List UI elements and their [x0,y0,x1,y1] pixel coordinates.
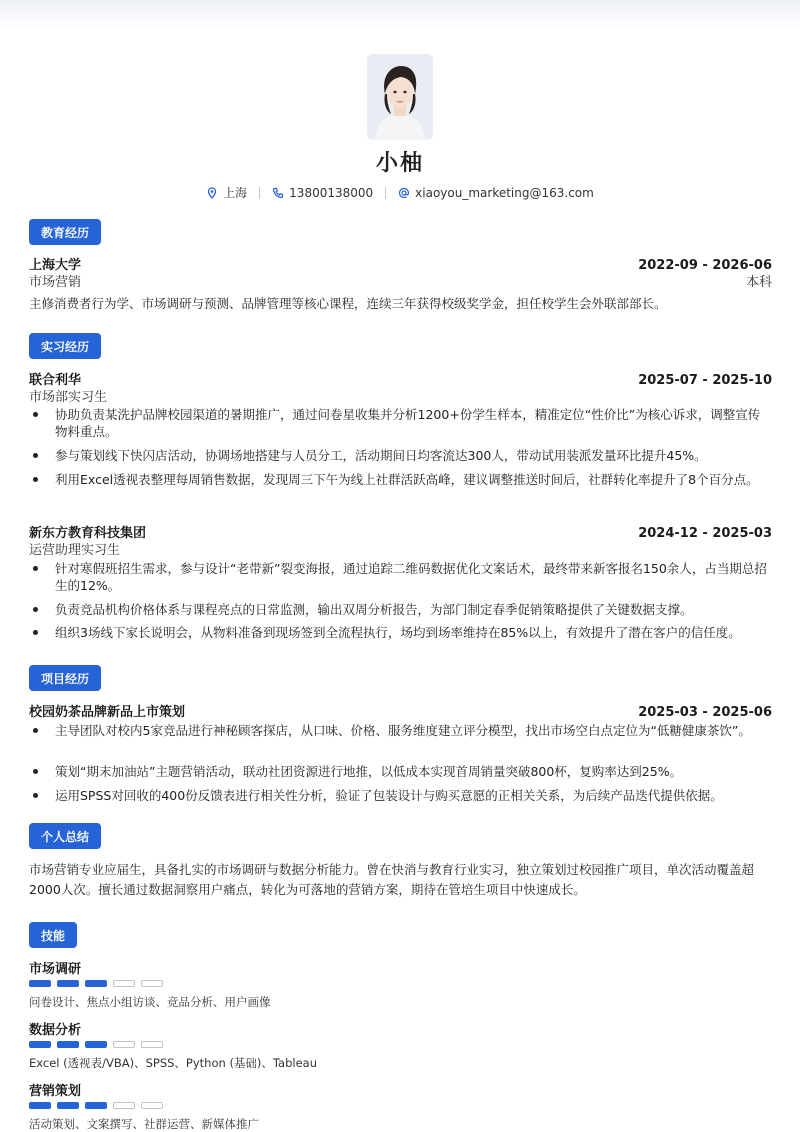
skill-description: Excel (透视表/VBA)、SPSS、Python (基础)、Tableau [29,1056,317,1070]
skill-level-bars [29,980,163,987]
job-role: 市场部实习生 [29,390,108,405]
skill-description: 活动策划、文案撰写、社群运营、新媒体推广 [29,1117,259,1131]
skill-name: 营销策划 [29,1084,82,1099]
section-education-badge: 教育经历 [29,219,101,245]
skill-level-bars [29,1102,163,1109]
job-role-row [29,386,772,405]
summary-text: 市场营销专业应届生，具备扎实的市场调研与数据分析能力。曾在快消与教育行业实习，独立策划过校园推广项目，单次活动覆盖超2000人次。擅长通过数据洞察用户痛点，转化为可落地的营销方案，期待在管培生项目中快速成长。 [29,862,755,897]
skill-level-filled [85,980,107,987]
skill-level-filled [29,1041,51,1048]
skill-level-empty [141,1102,163,1109]
project-bullet: 运用SPSS对回收的400份反馈表进行相关性分析，验证了包装设计与购买意愿的正相关关系，为后续产品迭代提供依据。 [29,787,772,804]
section-skills-badge: 技能 [29,922,77,948]
skill-level-filled [57,980,79,987]
project-header-row [29,701,772,720]
skill-level-bars [29,1041,163,1048]
skill-level-filled [29,1102,51,1109]
major: 市场营销 [29,275,82,290]
contact-bar [0,184,800,201]
job-dates: 2024-12 - 2025-03 [638,526,772,541]
job-bullet: 参与策划线下快闪店活动，协调场地搭建与人员分工，活动期间日均客流达300人，带动试用装派发量环比提升45%。 [29,447,772,464]
job-role: 运营助理实习生 [29,543,121,558]
section-project-badge: 项目经历 [29,665,101,691]
skill-level-empty [141,980,163,987]
project-dates: 2025-03 - 2025-06 [638,705,772,720]
section-summary-badge: 个人总结 [29,823,101,849]
top-band [0,0,800,30]
location-pin-icon [206,187,218,199]
company-name: 联合利华 [29,373,82,388]
skill-level-filled [85,1041,107,1048]
project-name: 校园奶茶品牌新品上市策划 [29,705,186,720]
contact-divider [385,187,386,199]
contact-phone[interactable] [272,186,373,200]
job-bullet: 利用Excel透视表整理每周销售数据，发现周三下午为线上社群活跃高峰，建议调整推送时间后，社群转化率提升了8个百分点。 [29,471,772,488]
project-bullet: 策划“期末加油站”主题营销活动，联动社团资源进行地推，以低成本实现首周销量突破800杯，复购率达到25%。 [29,763,772,780]
education-dates: 2022-09 - 2026-06 [638,258,772,273]
job-bullet: 针对寒假班招生需求，参与设计“老带新”裂变海报，通过追踪二维码数据优化文案话术，最终带来新客报名150余人，占当期总招生的12%。 [29,560,772,594]
job-bullet: 组织3场线下家长说明会，从物料准备到现场签到全流程执行，场均到场率维持在85%以上，有效提升了潜在客户的信任度。 [29,624,772,641]
skill-level-filled [85,1102,107,1109]
contact-email[interactable] [398,186,594,200]
skill-level-empty [141,1041,163,1048]
company-name: 新东方教育科技集团 [29,526,147,541]
location-text: 上海 [223,186,248,200]
candidate-name: 小柚 [375,151,424,176]
contact-divider [259,187,260,199]
skill-level-empty [113,1041,135,1048]
skill-name: 市场调研 [29,962,82,977]
skill-level-filled [57,1041,79,1048]
job-bullet: 负责竞品机构价格体系与课程亮点的日常监测，输出双周分析报告，为部门制定春季促销策略提供了关键数据支撑。 [29,601,772,618]
project-bullet: 主导团队对校内5家竞品进行神秘顾客探店，从口味、价格、服务维度建立评分模型，找出市场空白点定位为“低糖健康茶饮”。 [29,722,772,739]
skill-name: 数据分析 [29,1023,82,1038]
skill-level-filled [29,980,51,987]
skill-description: 问卷设计、焦点小组访谈、竞品分析、用户画像 [29,995,271,1009]
education-description: 主修消费者行为学、市场调研与预测、品牌管理等核心课程，连续三年获得校级奖学金，担任校学生会外联部部长。 [29,296,667,311]
contact-location [206,184,247,201]
phone-text: 13800138000 [289,185,374,200]
degree: 本科 [745,275,772,290]
skill-level-filled [57,1102,79,1109]
job-role-row [29,539,772,558]
phone-icon [272,187,284,199]
section-internship-badge: 实习经历 [29,333,101,359]
skill-level-empty [113,980,135,987]
job-dates: 2025-07 - 2025-10 [638,373,772,388]
email-text: xiaoyou_marketing@163.com [415,185,594,200]
profile-photo [367,54,433,140]
school-name: 上海大学 [29,258,82,273]
at-sign-icon [398,187,410,199]
job-bullet: 协助负责某洗护品牌校园渠道的暑期推广，通过问卷星收集并分析1200+份学生样本，精准定位“性价比”为核心诉求，调整宣传物料重点。 [29,406,772,440]
education-sub-row [29,271,772,290]
skill-level-empty [113,1102,135,1109]
